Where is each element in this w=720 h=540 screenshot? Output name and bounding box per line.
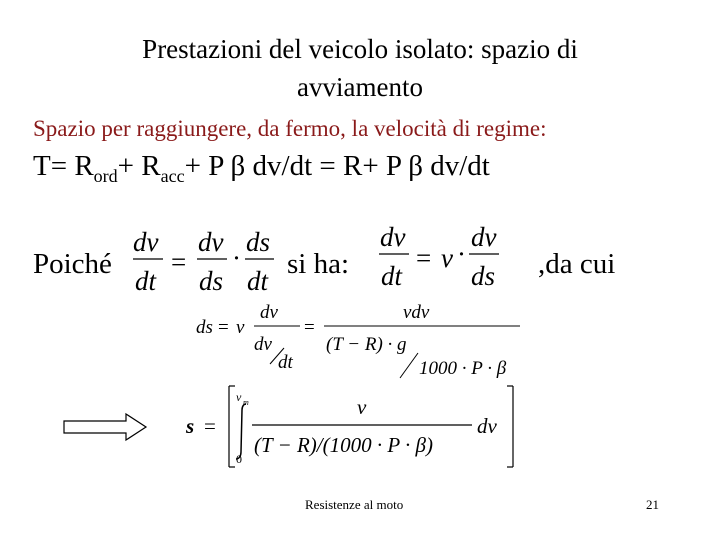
ds-lhs: ds (196, 317, 213, 338)
ds-formula (196, 302, 520, 379)
integral-formula (185, 386, 513, 467)
vdv-num: vdv (403, 302, 430, 323)
frac-ds-den-2: ds (471, 261, 496, 291)
equation-part-plus-R: + R (117, 150, 161, 182)
v-symbol-2: v (236, 317, 245, 338)
lower-limit: 0 (236, 452, 242, 466)
integral-dv: dv (477, 414, 497, 438)
den-1000-p-beta: 1000 · P · β (419, 358, 507, 379)
upper-limit: v (236, 390, 242, 404)
integrand-num: v (357, 395, 367, 419)
si-ha-label: si ha: (287, 248, 350, 280)
s-symbol: s (186, 414, 195, 438)
subscript-ord: ord (93, 166, 118, 186)
integrand-den: (T − R)/(1000 · P · β) (254, 433, 434, 457)
frac-ds-den: ds (199, 266, 224, 296)
slide-title-line-1: Prestazioni del veicolo isolato: spazio di (142, 34, 578, 64)
velocity-formula (379, 222, 499, 291)
implies-arrow-icon (64, 414, 146, 440)
outer-num-dv: dv (260, 302, 278, 323)
frac-dv-num-3: dv (380, 222, 406, 252)
equation-part-rest: + P β dv/dt = R+ P β dv/dt (184, 150, 490, 182)
da-cui-label: ,da cui (538, 248, 616, 280)
slide-title-line-2: avviamento (297, 72, 423, 102)
equals-sign-2: = (416, 243, 432, 273)
equals-sign: = (171, 247, 187, 277)
equals-sign-5: = (204, 414, 216, 438)
slide-subtitle: Spazio per raggiungere, da fermo, la velocità di regime: (33, 116, 547, 141)
frac-dt-den-3: dt (381, 261, 403, 291)
equals-sign-4: = (304, 317, 315, 338)
frac-dt-den-2: dt (247, 266, 269, 296)
chain-rule-formula (133, 227, 274, 296)
page-number: 21 (646, 497, 659, 512)
frac-dv-num-4: dv (471, 222, 497, 252)
equation-part-T: T= R (33, 150, 94, 182)
integral-sign-icon (236, 404, 246, 459)
poiche-label: Poiché (33, 248, 112, 280)
inner-den-dt: dt (278, 352, 293, 373)
slide-footer: Resistenze al moto (305, 497, 404, 512)
dot-operator-2: · (457, 239, 466, 269)
subscript-acc: acc (160, 166, 185, 186)
frac-dt-den: dt (135, 266, 157, 296)
equals-sign-3: = (218, 317, 229, 338)
t-minus-r-g: (T − R) · g (326, 334, 407, 355)
inner-num-dv: dv (254, 334, 272, 355)
slash-2 (400, 353, 418, 378)
upper-limit-sub: m (243, 398, 249, 407)
dot-operator: · (232, 243, 241, 273)
frac-ds-num: ds (246, 227, 271, 257)
frac-dv-num-2: dv (198, 227, 224, 257)
v-symbol: v (441, 243, 453, 273)
frac-dv-num: dv (133, 227, 159, 257)
